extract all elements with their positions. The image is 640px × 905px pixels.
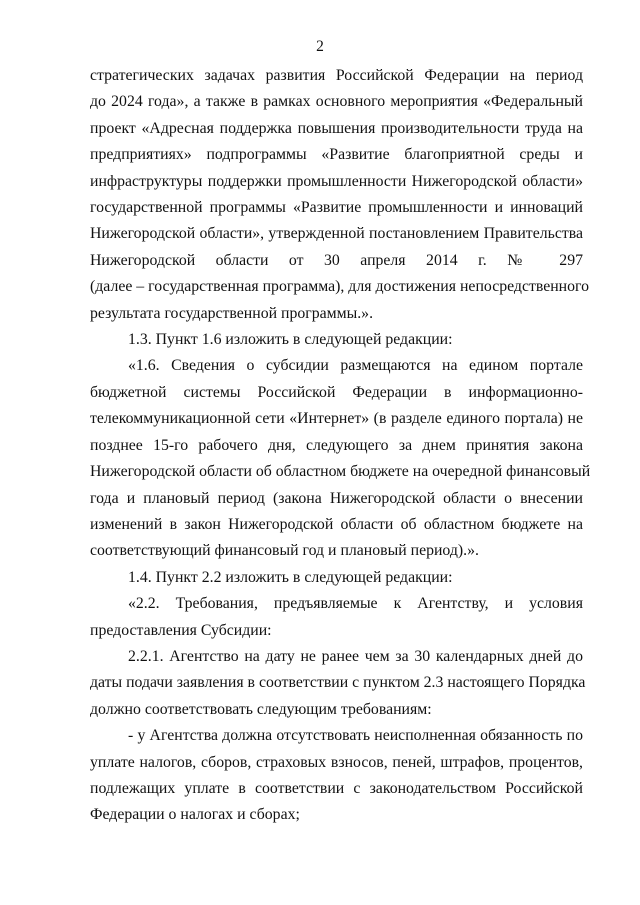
paragraph-p1 [90, 63, 590, 327]
text-line: бюджетной системы Российской Федерации в информационно- [90, 383, 583, 401]
text-line: государственной программы «Развитие промышленности и инноваций [90, 199, 583, 217]
text-line: 1.4. Пункт 2.2 изложить в следующей редакции: [128, 568, 453, 586]
text-line: до 2024 года», а также в рамках основного мероприятия «Федеральный [90, 93, 583, 111]
text-line: результата государственной программы.». [90, 304, 374, 322]
text-line: должно соответствовать следующим требованиям: [90, 700, 432, 718]
paragraph-p6 [90, 644, 586, 723]
text-line: подлежащих уплате в соответствии с законодательством Российской [90, 779, 583, 797]
text-line: телекоммуникационной сети «Интернет» (в разделе единого портала) не [90, 410, 583, 428]
text-line: уплате налогов, сборов, страховых взносов, пеней, штрафов, процентов, [90, 753, 583, 771]
text-line: позднее 15-го рабочего дня, следующего за днем принятия закона [90, 436, 583, 454]
paragraph-p5 [90, 591, 583, 644]
text-line: проект «Адресная поддержка повышения производительности труда на [90, 119, 583, 137]
text-line: - у Агентства должна отсутствовать неисполненная обязанность по [128, 727, 583, 745]
document-body [90, 63, 591, 829]
text-line: Федерации о налогах и сборах; [90, 806, 300, 824]
text-line: стратегических задачах развития Российской Федерации на период [90, 67, 583, 84]
text-line: Нижегородской области от 30 апреля 2014 г. № 297 [90, 251, 583, 269]
text-line: изменений в закон Нижегородской области об областном бюджете на [90, 515, 583, 533]
paragraph-p2 [90, 327, 583, 353]
paragraph-p4 [90, 565, 583, 591]
paragraph-p7 [90, 723, 583, 829]
text-line: Нижегородской области», утвержденной постановлением Правительства [90, 225, 583, 243]
text-line: предприятиях» подпрограммы «Развитие благоприятной среды и [90, 146, 583, 164]
text-line: 1.3. Пункт 1.6 изложить в следующей редакции: [128, 331, 453, 349]
text-line: соответствующий финансовый год и плановый период).». [90, 542, 479, 560]
text-line: предоставления Субсидии: [90, 621, 272, 639]
text-line: инфраструктуры поддержки промышленности Нижегородской области» [90, 172, 583, 190]
page-number: 2 [316, 38, 324, 55]
text-line: Нижегородской области об областном бюджете на очередной финансовый [90, 463, 591, 481]
text-line: «2.2. Требования, предъявляемые к Агентству, и условия [128, 595, 583, 613]
paragraph-p3 [90, 353, 591, 564]
text-line: (далее – государственная программа), для достижения непосредственного [90, 278, 590, 296]
text-line: года и плановый период (закона Нижегородской области о внесении [90, 489, 583, 507]
text-line: 2.2.1. Агентство на дату не ранее чем за 30 календарных дней до [128, 647, 583, 665]
text-line: «1.6. Сведения о субсидии размещаются на едином портале [128, 357, 583, 375]
text-line: даты подачи заявления в соответствии с пунктом 2.3 настоящего Порядка [90, 674, 586, 692]
